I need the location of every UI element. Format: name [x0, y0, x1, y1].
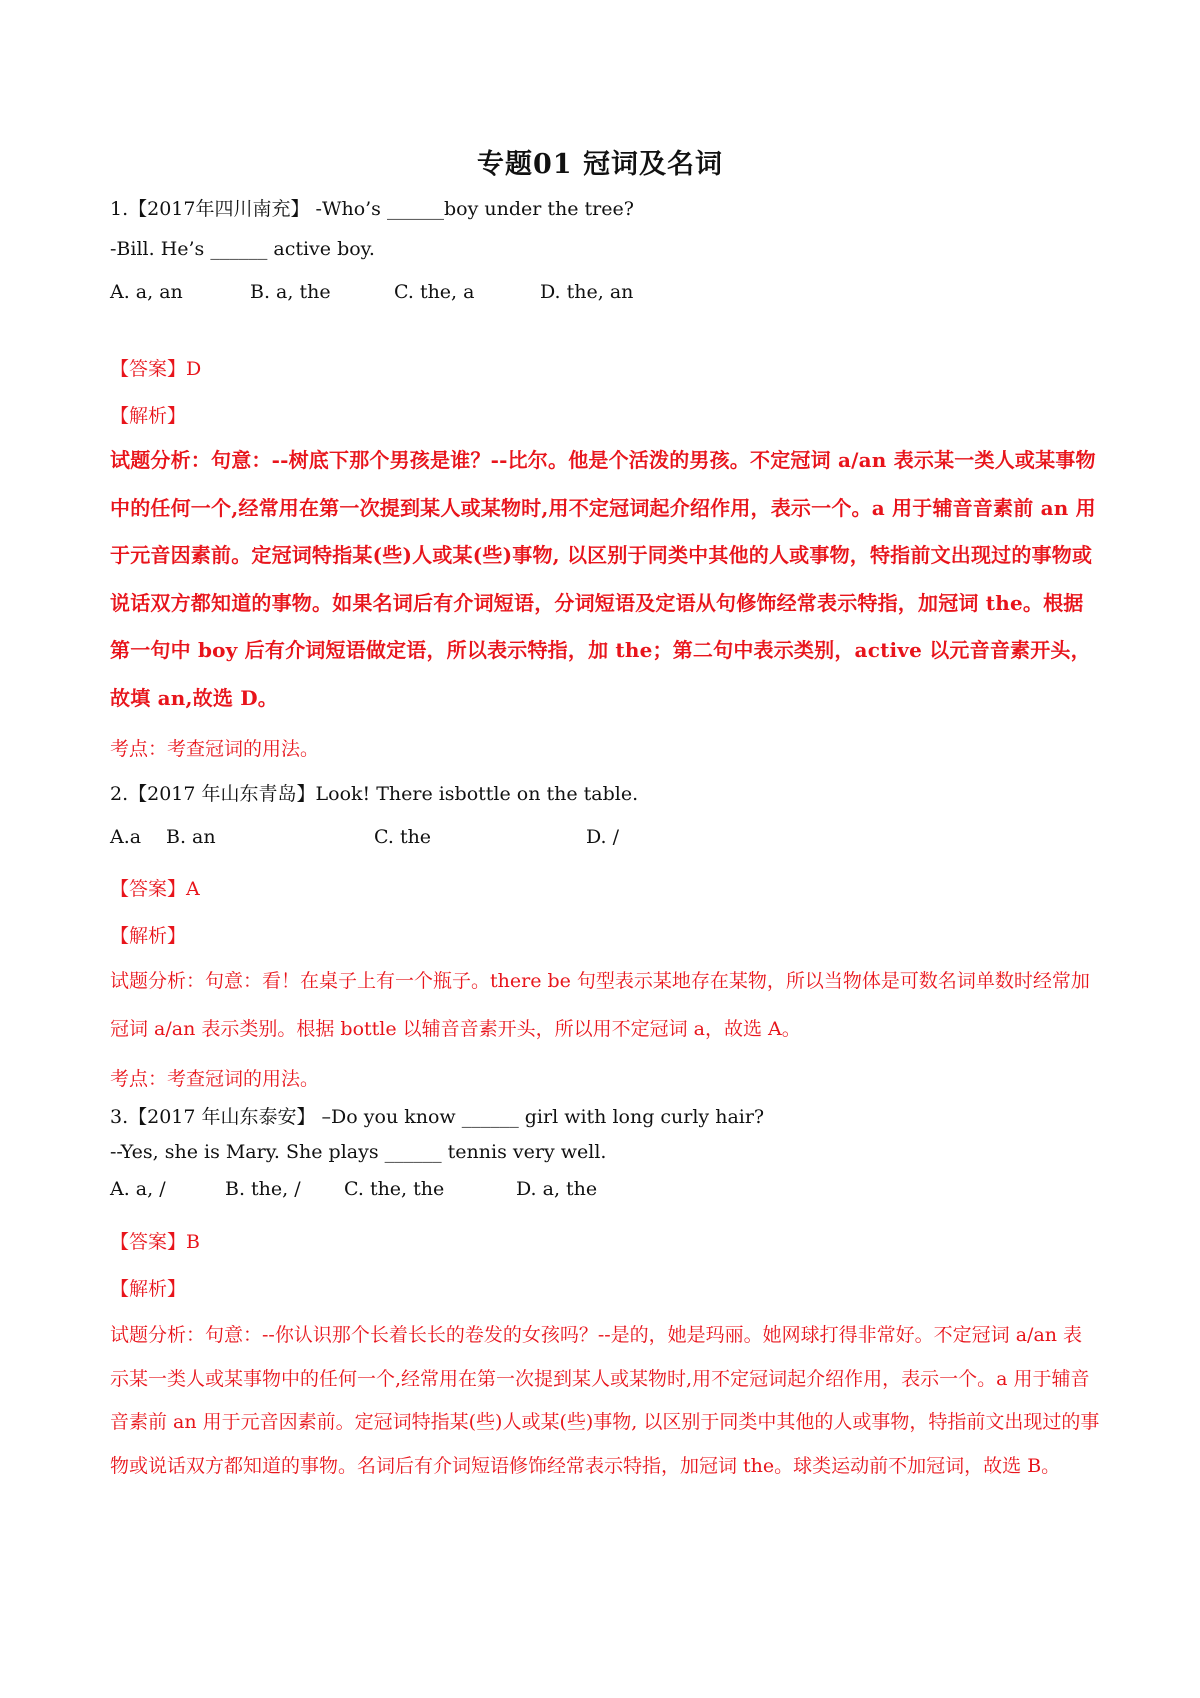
q1-analysis-label: 【解析】 — [110, 405, 187, 427]
q1-point: 考点：考查冠词的用法。 — [110, 738, 320, 760]
q2-option-a: A.a — [110, 826, 142, 848]
q3-option-a: A. a, / — [110, 1178, 166, 1200]
q2-option-d: D. / — [586, 826, 620, 848]
q2-point: 考点：考查冠词的用法。 — [110, 1068, 320, 1090]
q3-analysis-label: 【解析】 — [110, 1278, 187, 1300]
q2-stem: 2.【2017 年山东青岛】Look! There isbottle on the table. — [110, 783, 639, 805]
q1-stem: 1.【2017年四川南充】 -Who’s ______boy under the tree? — [110, 198, 634, 220]
q3-stem-reply: --Yes, she is Mary. She plays ______ tennis very well. — [110, 1141, 607, 1163]
q3-option-b: B. the, / — [225, 1178, 301, 1200]
q1-option-a: A. a, an — [110, 281, 183, 303]
q1-analysis: 试题分析：句意：--树底下那个男孩是谁？--比尔。他是个活泼的男孩。不定冠词 a/an 表示某一类人或某事物中的任何一个,经常用在第一次提到某人或某物时,用不定冠词起介绍作用，表示一个。a 用于辅音音素前 an 用于元音因素前。定冠词特指某(些)人或某(些)事物, 以区别于同类中其他的人或事物，特指前文出现过的事物或说话双方都知道的事物。如果名词后有介词短语，分词短语及定语从句修饰经常表示特指，加冠词 the。根据第一句中 boy 后有介词短语做定语，所以表示特指，加 the；第二句中表示类别，active 以元音音素开头，故填 an,故选 D。 — [110, 448, 1096, 710]
q3-option-d: D. a, the — [516, 1178, 598, 1200]
q3-option-c: C. the, the — [344, 1178, 445, 1200]
q2-answer: 【答案】A — [110, 878, 200, 900]
q1-answer: 【答案】D — [110, 358, 202, 380]
q2-option-c: C. the — [374, 826, 432, 848]
q1-stem-reply: -Bill. He’s ______ active boy. — [110, 238, 375, 260]
q3-analysis: 试题分析：句意：--你认识那个长着长长的卷发的女孩吗？--是的，她是玛丽。她网球打得非常好。不定冠词 a/an 表示某一类人或某事物中的任何一个,经常用在第一次提到某人或某物时,用不定冠词起介绍作用，表示一个。a 用于辅音音素前 an 用于元音因素前。定冠词特指某(些)人或某(些)事物, 以区别于同类中其他的人或事物，特指前文出现过的事物或说话双方都知道的事物。名词后有介词短语修饰经常表示特指，加冠词 the。球类运动前不加冠词，故选 B。 — [110, 1324, 1100, 1477]
document-title: 专题01 冠词及名词 — [477, 149, 723, 180]
q1-option-b: B. a, the — [250, 281, 331, 303]
q1-option-c: C. the, a — [394, 281, 475, 303]
q3-stem: 3.【2017 年山东泰安】 –Do you know ______ girl with long curly hair? — [110, 1106, 765, 1128]
q2-analysis-label: 【解析】 — [110, 925, 187, 947]
q2-analysis: 试题分析：句意：看！在桌子上有一个瓶子。there be 句型表示某地存在某物，所以当物体是可数名词单数时经常加冠词 a/an 表示类别。根据 bottle 以辅音音素开头，所以用不定冠词 a，故选 A。 — [110, 970, 1090, 1040]
q2-option-b: B. an — [166, 826, 216, 848]
q1-option-d: D. the, an — [540, 281, 634, 303]
q3-answer: 【答案】B — [110, 1231, 200, 1253]
